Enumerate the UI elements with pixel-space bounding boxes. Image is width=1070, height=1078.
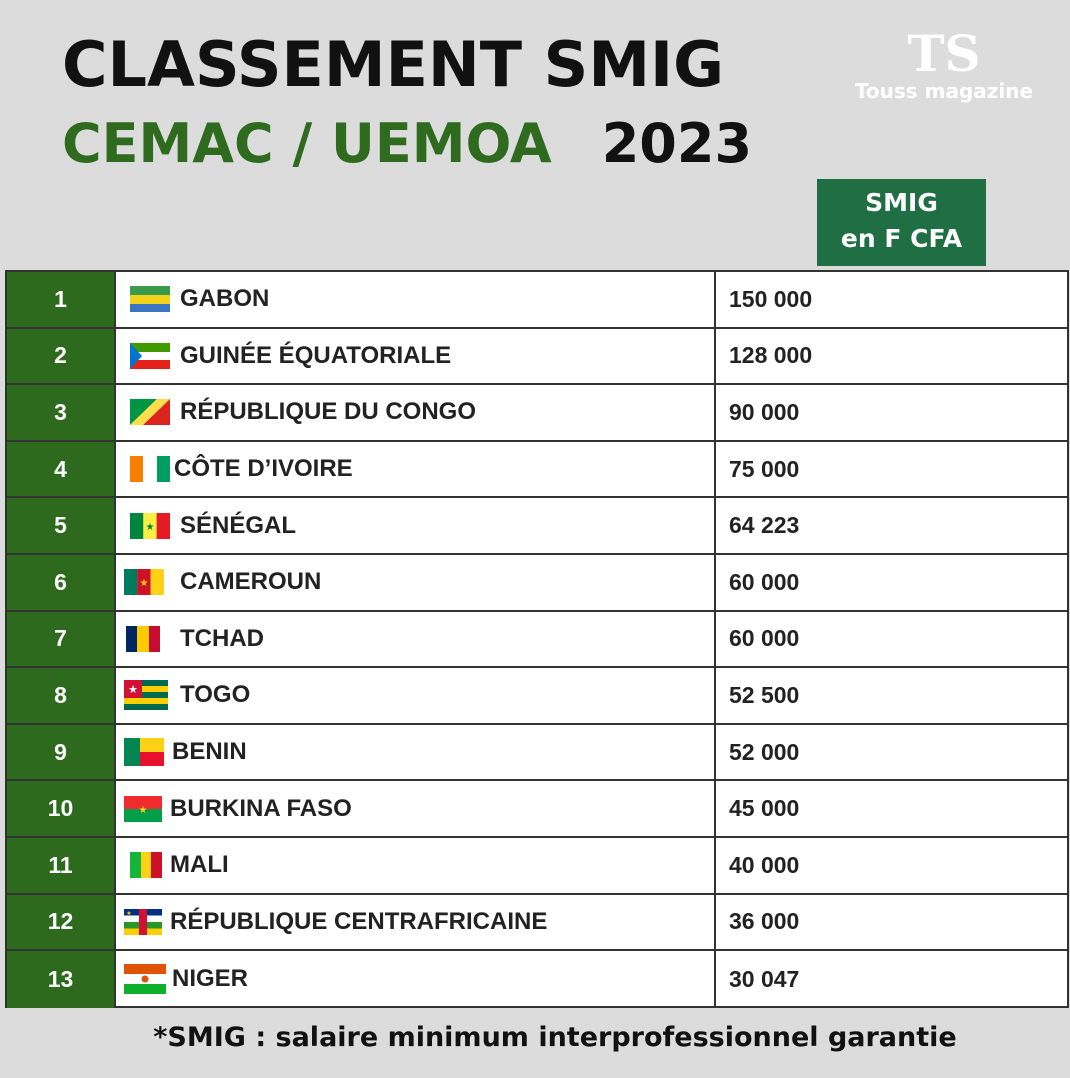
smig-value: 90 000 xyxy=(729,398,800,425)
smig-value: 30 047 xyxy=(729,965,800,992)
country-name: SÉNÉGAL xyxy=(180,511,297,539)
chad-flag-icon xyxy=(126,626,160,652)
table-row xyxy=(7,951,1067,1008)
congo-flag-icon xyxy=(130,399,170,425)
table-row xyxy=(7,612,1067,669)
smig-value: 60 000 xyxy=(729,568,800,595)
svg-text:★: ★ xyxy=(139,578,149,590)
central-african-republic-flag-icon xyxy=(124,909,162,935)
rank-cell: 7 xyxy=(7,612,116,667)
country-cell xyxy=(116,612,716,667)
country-cell xyxy=(116,498,716,553)
country-cell xyxy=(116,272,716,327)
smig-value: 45 000 xyxy=(729,795,800,822)
table-row xyxy=(7,838,1067,895)
smig-header-line2: en F CFA xyxy=(840,224,963,253)
country-cell xyxy=(116,668,716,723)
country-name: CÔTE D’IVOIRE xyxy=(174,455,353,483)
svg-text:★: ★ xyxy=(126,910,132,917)
rank-cell: 9 xyxy=(7,725,116,780)
table-row xyxy=(7,781,1067,838)
smig-value: 60 000 xyxy=(729,625,800,652)
country-cell xyxy=(116,951,716,1008)
country-name: GABON xyxy=(180,285,270,313)
cote-divoire-flag-icon xyxy=(130,456,170,482)
country-name: NIGER xyxy=(172,965,249,993)
benin-flag-icon xyxy=(124,738,164,766)
table-row xyxy=(7,272,1067,329)
country-cell xyxy=(116,385,716,440)
rank-cell: 6 xyxy=(7,555,116,610)
table-row xyxy=(7,385,1067,442)
table-row xyxy=(7,555,1067,612)
country-name: BENIN xyxy=(172,738,247,766)
ranking-table xyxy=(5,270,1069,1008)
smig-value: 128 000 xyxy=(729,342,813,369)
country-name: MALI xyxy=(170,851,229,879)
rank-cell: 2 xyxy=(7,329,116,384)
table-row xyxy=(7,329,1067,386)
rank-cell: 13 xyxy=(7,951,116,1008)
table-row xyxy=(7,895,1067,952)
country-name: GUINÉE ÉQUATORIALE xyxy=(180,341,452,369)
svg-text:★: ★ xyxy=(128,684,138,697)
country-name: RÉPUBLIQUE DU CONGO xyxy=(180,398,477,426)
smig-value: 40 000 xyxy=(729,851,800,878)
smig-value: 75 000 xyxy=(729,455,800,482)
country-cell xyxy=(116,725,716,780)
country-cell xyxy=(116,555,716,610)
table-row xyxy=(7,498,1067,555)
rank-cell: 3 xyxy=(7,385,116,440)
country-cell xyxy=(116,329,716,384)
smig-value: 150 000 xyxy=(729,285,813,312)
rank-cell: 4 xyxy=(7,442,116,497)
burkina-faso-flag-icon xyxy=(124,796,162,822)
rank-cell: 8 xyxy=(7,668,116,723)
svg-text:★: ★ xyxy=(138,804,148,816)
table-row xyxy=(7,725,1067,782)
smig-value: 36 000 xyxy=(729,908,800,935)
equatorial-guinea-flag-icon xyxy=(130,343,170,369)
smig-value: 64 223 xyxy=(729,512,800,539)
logo-mark: TS xyxy=(907,24,981,83)
table-row xyxy=(7,668,1067,725)
rank-cell: 11 xyxy=(7,838,116,893)
smig-column-header xyxy=(817,179,986,266)
mali-flag-icon xyxy=(130,852,162,878)
country-cell xyxy=(116,781,716,836)
senegal-flag-icon xyxy=(130,513,170,539)
year-label: 2023 xyxy=(601,112,753,175)
publisher-logo xyxy=(846,24,1042,103)
country-cell xyxy=(116,895,716,950)
smig-header-line1: SMIG xyxy=(865,188,938,217)
region-label: CEMAC / UEMOA xyxy=(62,112,552,175)
rank-cell: 1 xyxy=(7,272,116,327)
rank-cell: 12 xyxy=(7,895,116,950)
logo-name: Touss magazine xyxy=(854,79,1034,103)
smig-value: 52 500 xyxy=(729,681,800,708)
smig-value: 52 000 xyxy=(729,738,800,765)
footnote: *SMIG : salaire minimum interprofessionnel garantie xyxy=(153,1022,957,1053)
niger-flag-icon xyxy=(124,964,166,994)
country-cell xyxy=(116,838,716,893)
gabon-flag-icon xyxy=(130,286,170,312)
page-title: CLASSEMENT SMIG xyxy=(62,28,724,101)
page-subtitle xyxy=(62,112,752,175)
country-name: TCHAD xyxy=(180,624,264,652)
togo-flag-icon xyxy=(124,680,168,710)
cameroon-flag-icon xyxy=(124,569,164,595)
rank-cell: 10 xyxy=(7,781,116,836)
country-cell xyxy=(116,442,716,497)
country-name: CAMEROUN xyxy=(180,568,322,596)
country-name: RÉPUBLIQUE CENTRAFRICAINE xyxy=(170,907,548,935)
svg-text:★: ★ xyxy=(145,521,155,533)
rank-cell: 5 xyxy=(7,498,116,553)
country-name: TOGO xyxy=(180,681,251,709)
table-row xyxy=(7,442,1067,499)
country-name: BURKINA FASO xyxy=(170,794,352,822)
